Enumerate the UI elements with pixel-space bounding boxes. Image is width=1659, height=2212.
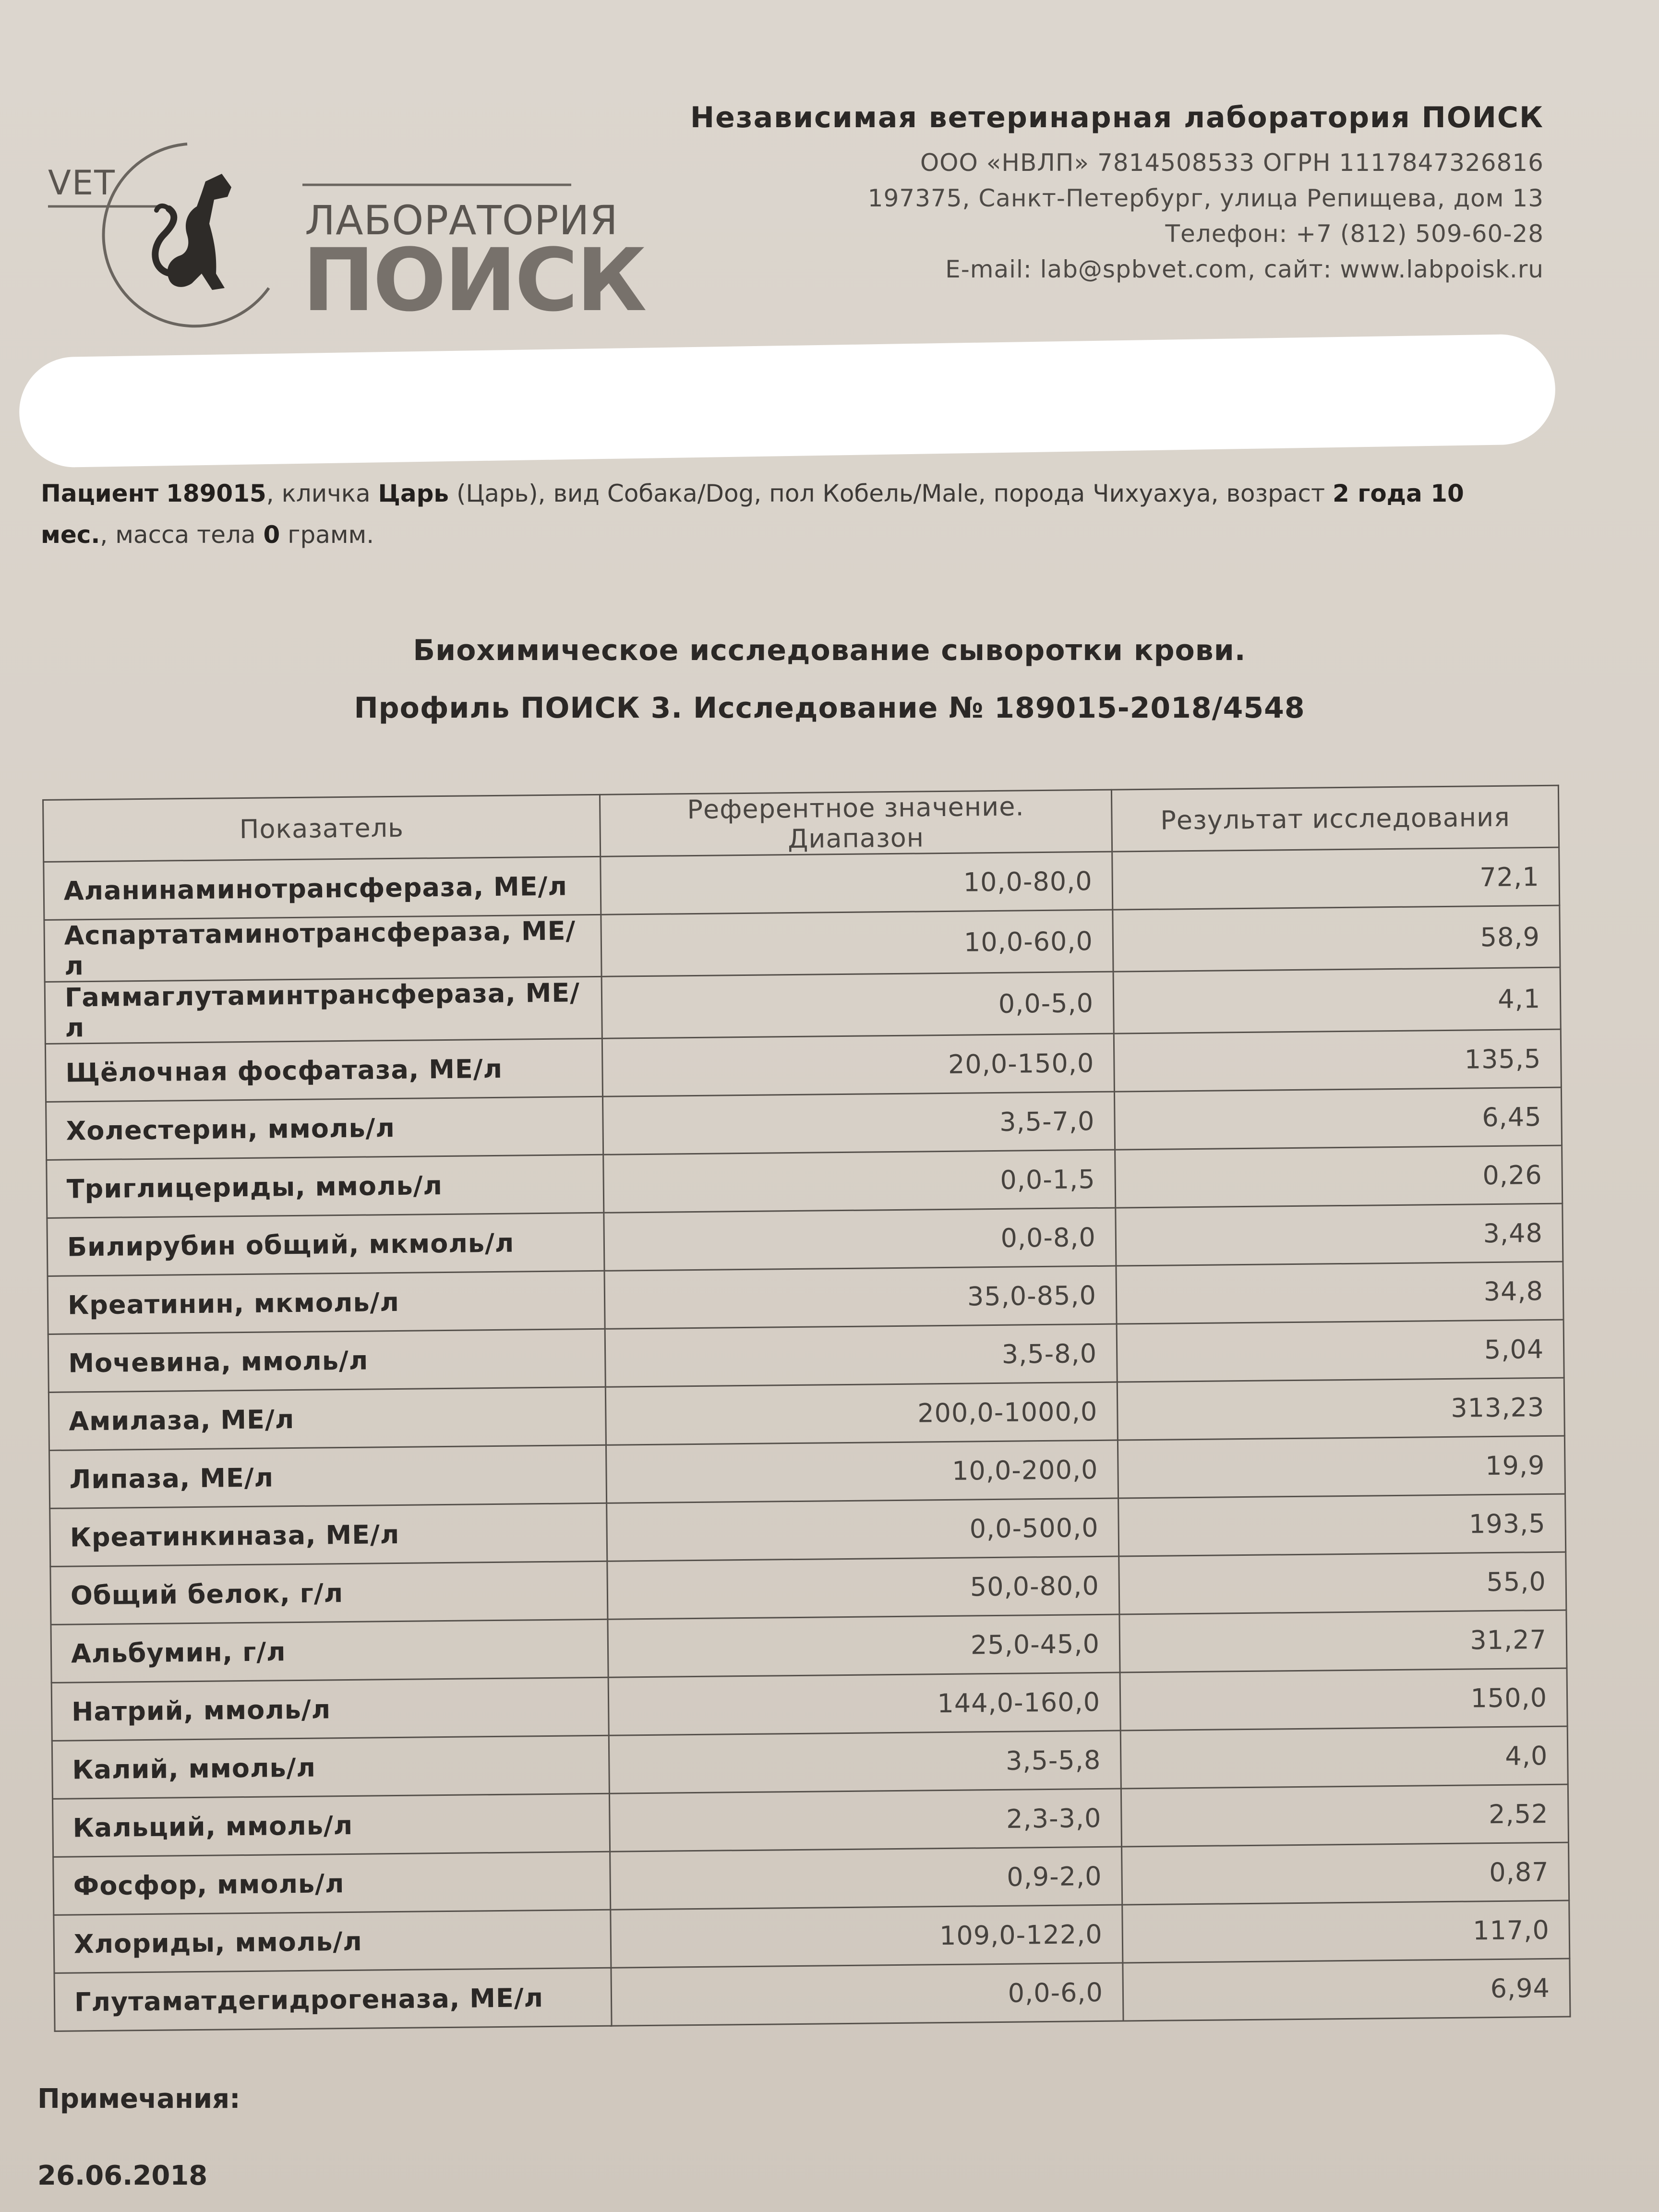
row-indicator: Аспартатаминотрансфераза, МЕ/л (44, 914, 601, 982)
header-reference: Референтное значение. Диапазон (600, 790, 1112, 856)
row-reference: 0,0-1,5 (603, 1150, 1116, 1213)
study-profile: Профиль ПОИСК 3. Исследование № 189015-2018/4548 (354, 691, 1305, 725)
row-result: 2,52 (1121, 1784, 1568, 1847)
row-result: 3,48 (1116, 1203, 1563, 1266)
row-result: 4,1 (1113, 967, 1561, 1034)
sex-label: , пол (754, 480, 815, 507)
row-indicator: Альбумин, г/л (51, 1619, 608, 1683)
header-indicator: Показатель (43, 794, 601, 862)
row-indicator: Щёлочная фосфатаза, МЕ/л (45, 1038, 602, 1102)
row-result: 117,0 (1122, 1900, 1570, 1963)
row-indicator: Липаза, МЕ/л (49, 1445, 607, 1508)
row-indicator: Триглицериды, ммоль/л (47, 1154, 604, 1218)
row-reference: 0,0-8,0 (603, 1208, 1116, 1271)
row-indicator: Билирубин общий, мкмоль/л (47, 1213, 604, 1276)
species-label: , вид (538, 480, 600, 507)
row-reference: 0,0-5,0 (601, 972, 1114, 1038)
row-indicator: Глутаматдегидрогеназа, МЕ/л (54, 1968, 612, 2031)
row-reference: 109,0-122,0 (610, 1905, 1123, 1968)
study-title: Биохимическое исследование сыворотки крови. (413, 634, 1246, 667)
row-reference: 200,0-1000,0 (605, 1382, 1118, 1445)
patient-info (41, 473, 1510, 555)
row-result: 4,0 (1120, 1726, 1568, 1789)
row-reference: 0,9-2,0 (610, 1847, 1122, 1910)
lab-name: Независимая ветеринарная лаборатория ПОИСК (690, 101, 1544, 134)
logo-vet-text: VET (48, 163, 116, 203)
breed-label: , порода (978, 480, 1085, 507)
row-indicator: Гаммаглутаминтрансфераза, МЕ/л (45, 976, 602, 1044)
patient-sex: Кобель/Male (822, 480, 978, 507)
header-result: Результат исследования (1111, 785, 1559, 852)
row-indicator: Амилаза, МЕ/л (48, 1387, 606, 1450)
row-reference: 3,5-7,0 (602, 1092, 1115, 1154)
row-result: 0,87 (1121, 1842, 1569, 1905)
row-reference: 10,0-80,0 (600, 852, 1113, 914)
row-result: 193,5 (1118, 1494, 1566, 1556)
row-reference: 3,5-8,0 (605, 1324, 1118, 1387)
row-result: 58,9 (1113, 905, 1560, 972)
patient-label: Пациент (41, 480, 159, 507)
row-indicator: Натрий, ммоль/л (51, 1677, 609, 1741)
row-reference: 0,0-6,0 (611, 1963, 1123, 2026)
logo-lab-text: ЛАБОРАТОРИЯ (305, 197, 618, 244)
lab-address: 197375, Санкт-Петербург, улица Репищева, дом 13 (867, 184, 1544, 212)
patient-mass: 0 (263, 521, 280, 549)
results-table (42, 785, 1571, 2032)
row-reference: 10,0-60,0 (601, 910, 1113, 976)
row-reference: 2,3-3,0 (609, 1789, 1122, 1851)
row-indicator: Креатинин, мкмоль/л (48, 1271, 605, 1334)
patient-mass-unit: грамм. (288, 521, 374, 549)
row-indicator: Общий белок, г/л (50, 1561, 608, 1624)
notes-label: Примечания: (37, 2083, 240, 2115)
lab-contacts: E-mail: lab@spbvet.com, сайт: www.labpoisk.ru (945, 255, 1544, 283)
patient-nickname: Царь (378, 480, 449, 507)
row-result: 31,27 (1119, 1610, 1567, 1672)
row-reference: 20,0-150,0 (602, 1034, 1115, 1096)
row-result: 150,0 (1120, 1668, 1567, 1731)
row-result: 6,94 (1123, 1959, 1570, 2021)
row-reference: 25,0-45,0 (607, 1614, 1120, 1677)
row-result: 72,1 (1112, 847, 1560, 910)
row-result: 34,8 (1116, 1262, 1563, 1324)
row-indicator: Кальций, ммоль/л (52, 1793, 610, 1857)
row-indicator: Хлориды, ммоль/л (54, 1910, 611, 1973)
row-result: 19,9 (1118, 1436, 1565, 1498)
lab-logo (43, 130, 645, 346)
row-result: 135,5 (1114, 1029, 1561, 1092)
row-indicator: Холестерин, ммоль/л (46, 1096, 603, 1160)
lab-header (632, 101, 1544, 287)
lab-registration: ООО «НВЛП» 7814508533 ОГРН 1117847326816 (920, 149, 1544, 177)
row-indicator: Аланинаминотрансфераза, МЕ/л (44, 856, 601, 920)
redaction-block (18, 334, 1556, 468)
row-reference: 144,0-160,0 (608, 1672, 1121, 1735)
patient-species: Собака/Dog (607, 480, 754, 507)
row-reference: 3,5-5,8 (609, 1731, 1121, 1793)
row-result: 6,45 (1114, 1087, 1562, 1150)
mass-label: , масса тела (100, 521, 256, 549)
row-result: 55,0 (1119, 1552, 1566, 1614)
patient-breed: Чихуахуа (1093, 480, 1211, 507)
report-date: 26.06.2018 (37, 2160, 208, 2191)
row-indicator: Мочевина, ммоль/л (48, 1329, 605, 1392)
patient-nickname-alt: (Царь) (456, 480, 538, 507)
lab-phone: Телефон: +7 (812) 509-60-28 (1165, 220, 1544, 248)
age-label: , возраст (1211, 480, 1325, 507)
patient-id: 189015 (166, 480, 266, 507)
nickname-label: , кличка (266, 480, 371, 507)
row-result: 313,23 (1117, 1378, 1564, 1440)
row-result: 0,26 (1115, 1145, 1563, 1208)
table-body (44, 847, 1570, 2031)
row-reference: 10,0-200,0 (606, 1440, 1118, 1503)
row-reference: 35,0-85,0 (604, 1266, 1117, 1329)
row-reference: 0,0-500,0 (606, 1498, 1119, 1561)
row-indicator: Калий, ммоль/л (52, 1735, 609, 1799)
patient-age: 2 года 10 мес. (41, 480, 1464, 549)
row-reference: 50,0-80,0 (607, 1556, 1119, 1619)
row-indicator: Фосфор, ммоль/л (53, 1851, 611, 1915)
row-result: 5,04 (1117, 1320, 1564, 1382)
logo-name-text: ПОИСК (302, 230, 645, 331)
row-indicator: Креатинкиназа, МЕ/л (50, 1503, 607, 1566)
